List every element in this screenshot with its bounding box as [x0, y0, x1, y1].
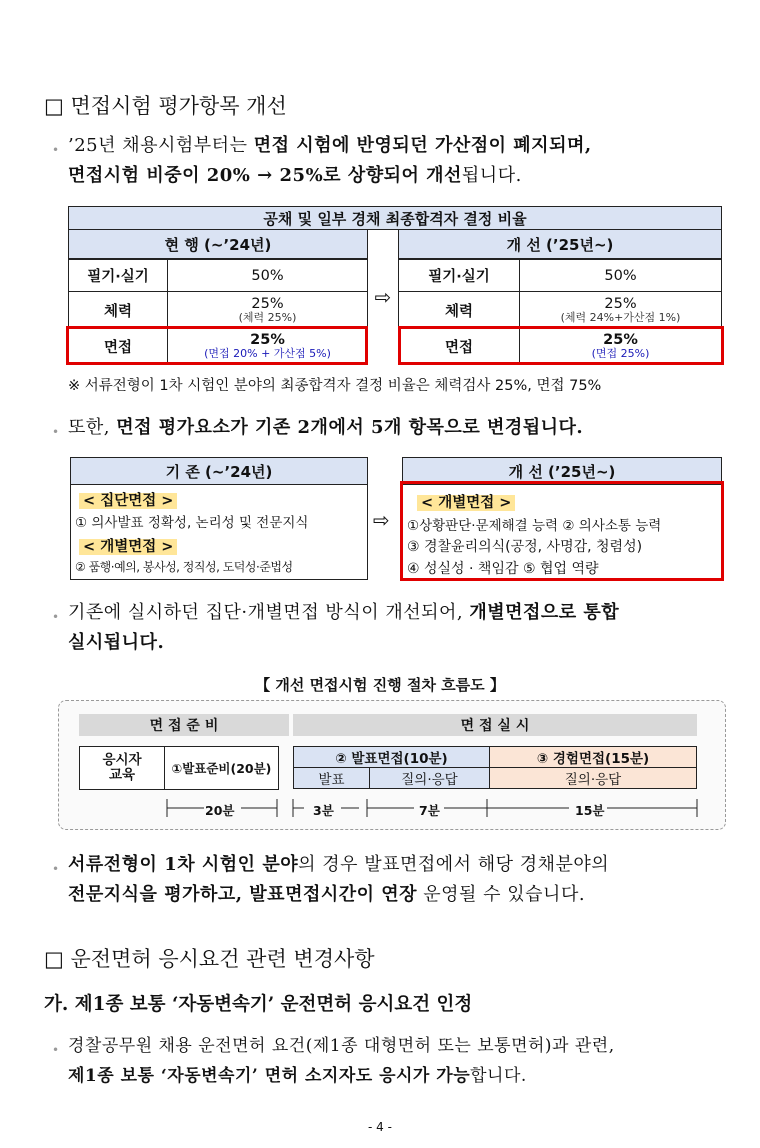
paragraph: 기존에 실시하던 집단·개별면접 방식이 개선되어, 개별면접으로 통합 실시됩니다. [68, 602, 620, 653]
table-header-improved: 개 선 (’25년~) [402, 457, 722, 485]
table-header-existing: 기 존 (~’24년) [70, 457, 368, 485]
arrow-icon: ⇨ [373, 508, 390, 532]
qa-part: 질의·응답 [369, 767, 490, 789]
presentation-interview: ② 발표면접(10분) [293, 746, 490, 768]
timeline [59, 795, 725, 821]
bullet-icon: • [52, 610, 60, 624]
time-label: 15분 [575, 803, 605, 818]
sub-heading: 가. 제1종 보통 ‘자동변속기’ 운전면허 응시요건 인정 [44, 994, 473, 1015]
section-heading: □ 면접시험 평가항목 개선 [44, 94, 287, 118]
highlight-box [398, 326, 724, 365]
row-label: 면접 [68, 328, 168, 364]
time-label: 3분 [313, 803, 334, 818]
table-header-improved: 개 선 (’25년~) [398, 229, 722, 259]
applicant-education: 응시자 교육 [79, 746, 165, 790]
paragraph: 경찰공무원 채용 운전면허 요건(제1종 대형면허 또는 보통면허)과 관련, 제1종 보통 ‘자동변속기’ 면허 소지자도 응시가 가능합니다. [68, 1036, 615, 1086]
qa-part: 질의·응답 [489, 767, 697, 789]
row-value: 50% [167, 259, 368, 292]
bullet-icon: • [52, 862, 60, 876]
paragraph: 서류전형이 1차 시험인 분야의 경우 발표면접에서 해당 경채분야의 전문지식을 평가하고, 발표면접시간이 연장 운영될 수 있습니다. [68, 854, 610, 905]
time-label: 7분 [419, 803, 440, 818]
table-note: ※ 서류전형이 1차 시험인 분야의 최종합격자 결정 비율은 체력검사 25%, 면접 75% [68, 378, 602, 394]
paragraph: ’25년 채용시험부터는 면접 시험에 반영되던 가산점이 폐지되며, 면접시험 비중이 20% → 25%로 상향되어 개선됩니다. [68, 135, 592, 186]
table-header-current: 현 행 (~’24년) [68, 229, 368, 259]
bullet-icon: • [52, 1043, 60, 1057]
exec-label: 면 접 실 시 [293, 714, 697, 736]
row-label: 필기·실기 [398, 259, 520, 292]
row-value: 50% [519, 259, 722, 292]
time-label: 20분 [205, 803, 235, 818]
presentation-part: 발표 [293, 767, 370, 789]
flow-title: 【 개선 면접시험 진행 절차 흐름도 】 [255, 676, 505, 694]
flow-diagram [58, 700, 726, 830]
row-label: 면접 [398, 328, 520, 364]
paragraph: 또한, 면접 평가요소가 기존 2개에서 5개 항목으로 변경됩니다. [68, 417, 584, 438]
presentation-prep: ①발표준비(20분) [164, 746, 279, 790]
table-title: 공채 및 일부 경채 최종합격자 결정 비율 [68, 206, 722, 230]
page-number: - 4 - [368, 1120, 392, 1134]
experience-interview: ③ 경험면접(15분) [489, 746, 697, 768]
row-label: 체력 [398, 291, 520, 329]
highlight-box [66, 326, 368, 365]
existing-items: < 집단면접 > ① 의사발표 정확성, 논리성 및 전문지식 < 개별면접 > ② 품행·예의, 봉사성, 정직성, 도덕성·준법성 [70, 484, 368, 580]
prep-label: 면 접 준 비 [79, 714, 289, 736]
row-value: 25% (면접 25%) [519, 328, 722, 364]
arrow-icon: ⇨ [367, 229, 399, 364]
bullet-icon: • [52, 425, 60, 439]
section-heading: □ 운전면허 응시요건 관련 변경사항 [44, 947, 375, 971]
row-value: 25% (체력 24%+가산점 1%) [519, 291, 722, 329]
row-value: 25% (체력 25%) [167, 291, 368, 329]
bullet-icon: • [52, 143, 60, 157]
row-label: 필기·실기 [68, 259, 168, 292]
improved-items: < 개별면접 > ①상황판단·문제해결 능력 ② 의사소통 능력 ③ 경찰윤리의식(공정, 사명감, 청렴성) ④ 성실성 · 책임감 ⑤ 협업 역량 [402, 484, 722, 580]
row-value: 25% (면접 20% + 가산점 5%) [167, 328, 368, 364]
highlight-box [400, 481, 724, 581]
row-label: 체력 [68, 291, 168, 329]
